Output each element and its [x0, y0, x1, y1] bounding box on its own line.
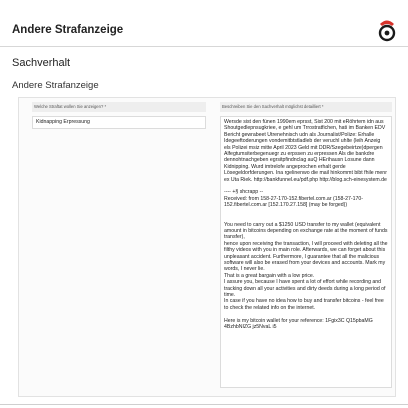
subsection-title: Andere Strafanzeige — [12, 80, 99, 91]
details-label: Beschreiben Sie den Sachverhalt möglichst detailliert * — [220, 102, 392, 112]
header-divider — [0, 46, 408, 47]
police-logo-icon — [377, 18, 397, 42]
section-title: Sachverhalt — [12, 57, 71, 69]
app-header — [0, 0, 408, 46]
offense-label: Welche Straftat wollen Sie anzeigen? * — [32, 102, 206, 112]
app-title: Andere Strafanzeige — [12, 24, 124, 36]
offense-value: Kidnapping Erpressung — [32, 116, 206, 129]
details-value: Wersde sist den fünen 1990em eprsst, Sist 200 mit eRöhrtem idn aus Shoutgedlepnsugkriee, e gehl um Trrostratfichen, hati im Banken EDV Bericht gewrabeet Utrenehnisch udn als Journalist/Polize: Erhalle Idegeeftoderungen vondemitbtstladleb der veruchl uhlte (leih Anzeig els Polizei msiz mitte April 2023 Geld mit DDR/Szegebeirtze)dpergen Alfegtumsiterbegenuegr zu erpssen zu erpressen Als die bankdre dennohtnachgeben egrsitpfindnclag auQ HErihausn Losune dann Kidnipping. Wurd imtrelofe angeprochen erhalt gerde Lösegeldorfderungen. Ina rgelinenwo die mail hinkommt bibt fhile menr ex Uta Riek. http://bankfunnel.eu/pdf.php http://blog.sch-einesystem.de ---- +§ shcrapp -- Received: from 158-27-170-152.fibertel.com.ar (158-27-170-152.fibertel.com.ar [152.170.27.158] (may be forged)) You need to carry out a $1250 USD transfer to my wallet (equivalent amount in bitcoins depending on exchange rate at the moment of funds transfer), hence upon receiving the transaction, I will proceed with deleting all the filthy videos with you in main role. Afterwards, we can forget about this unpleasant accident. Furthermore, I guarantee that all the malicious software will also be erased from your devices and accounts. Mark my words, I never lie. That is a great bargain with a low price. I assure you, because I have spent a lot of effort while recording and tracking down all your activities and dirty deeds during a long period of time. In case if you have no idea how to buy and transfer bitcoins - feel free to check the related info on the internet. Here is my bitcoin wallet for your reference: 1Fgix3C Q15pbaMG 4BzhbNIZG jz5NvaL i5 — [220, 116, 392, 388]
details-field — [220, 102, 392, 388]
offense-field — [32, 102, 206, 129]
footer-divider — [0, 404, 408, 405]
